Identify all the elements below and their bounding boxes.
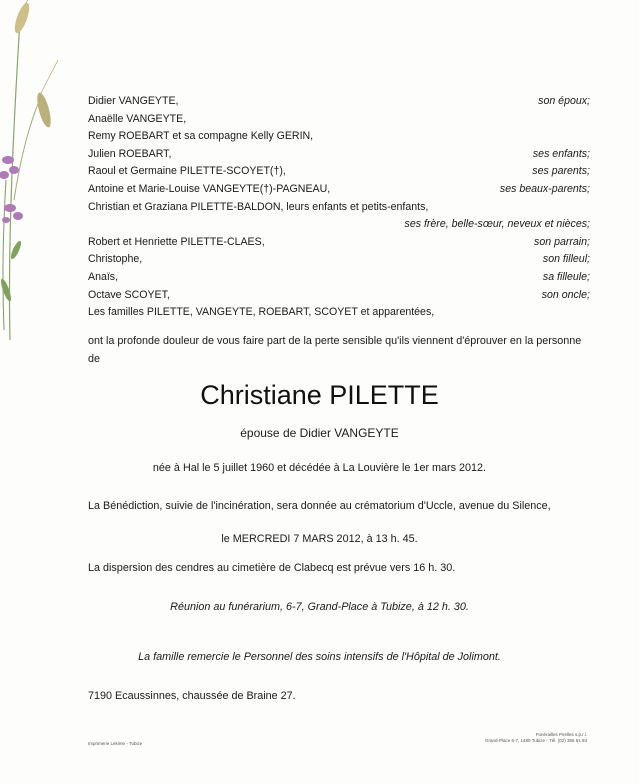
mourner-relation: ses frère, belle-sœur, neveux et nièces; [404,218,590,231]
mourner-relation: son parrain; [534,235,590,248]
mourner-name: Anaëlle VANGEYTE, [88,112,187,125]
mourner-relation: sa filleule; [542,270,590,283]
ceremony-date: le MERCREDI 7 MARS 2012, à 13 h. 45. [221,533,418,545]
mourner-relation: son oncle; [541,288,590,301]
mourner-relation: son époux; [538,95,590,107]
mourners-list [88,93,590,322]
mourner-name: Julien ROEBART, [88,147,172,160]
mourner-relation: ses parents; [532,165,590,178]
mourner-name: Christophe, [88,253,143,266]
mourner-name: Remy ROEBART et sa compagne Kelly GERIN, [88,130,314,143]
address-text: 7190 Ecaussinnes, chaussée de Braine 27. [88,690,296,702]
mourner-row [88,163,590,181]
mourner-row [88,199,590,217]
mourner-row [88,111,590,129]
deceased-name: Christiane PILETTE [200,380,439,410]
mourner-name: Robert et Henriette PILETTE-CLAES, [88,235,265,248]
floral-decoration-icon [0,0,60,360]
ceremony-text: La Bénédiction, suivie de l'incinération, sera donnée au crématorium d'Uccle, avenue du Silence, [88,500,551,512]
mourner-name: Antoine et Marie-Louise VANGEYTE(†)-PAGNEAU, [88,182,331,195]
mourner-name: Christian et Graziana PILETTE-BALDON, leurs enfants et petits-enfants, [88,200,429,213]
funeral-home-address: Grand-Place 6-7, 1480 Tubize - Tél. (02) 355 51 84 [485,738,587,743]
dispersion-text: La dispersion des cendres au cimetière de Clabecq est prévue vers 16 h. 30. [88,562,456,574]
mourner-name: Anaïs, [88,270,119,283]
announcement-text: ont la profonde douleur de vous faire part de la perte sensible qu'ils viennent d'éprouver en la personne de [88,335,582,365]
funeral-home-name: Funérailles Pirelles s.p.r.l. [535,732,587,737]
mourner-name: Les familles PILETTE, VANGEYTE, ROEBART, SCOYET et apparentées, [88,306,435,319]
mourner-relation: ses enfants; [532,147,590,160]
mourner-relation: ses beaux-parents; [499,182,590,195]
funeral-home-credit [485,732,587,744]
mourner-name: Raoul et Germaine PILETTE-SCOYET(†), [88,165,286,178]
mourner-row [88,234,590,252]
mourner-row [88,93,590,111]
mourner-row [88,181,590,199]
mourner-row [88,251,590,269]
spouse-line: épouse de Didier VANGEYTE [240,426,399,440]
mourner-row [88,146,590,164]
mourner-row [88,304,590,322]
mourner-row [88,216,590,234]
mourner-relation: son filleul; [542,253,590,266]
birth-death-line: née à Hal le 5 juillet 1960 et décédée à La Louvière le 1er mars 2012. [152,462,487,474]
mourner-row [88,287,590,305]
mourner-name: Octave SCOYET, [88,288,170,301]
mourner-row [88,128,590,146]
thanks-text: La famille remercie le Personnel des soins intensifs de l'Hôpital de Jolimont. [138,651,501,663]
reunion-text: Réunion au funérarium, 6-7, Grand-Place à Tubize, à 12 h. 30. [170,601,469,613]
mourner-name: Didier VANGEYTE, [88,95,179,107]
mourner-row [88,269,590,287]
printer-credit: Imprimerie Lekime - Tubize [88,741,143,746]
